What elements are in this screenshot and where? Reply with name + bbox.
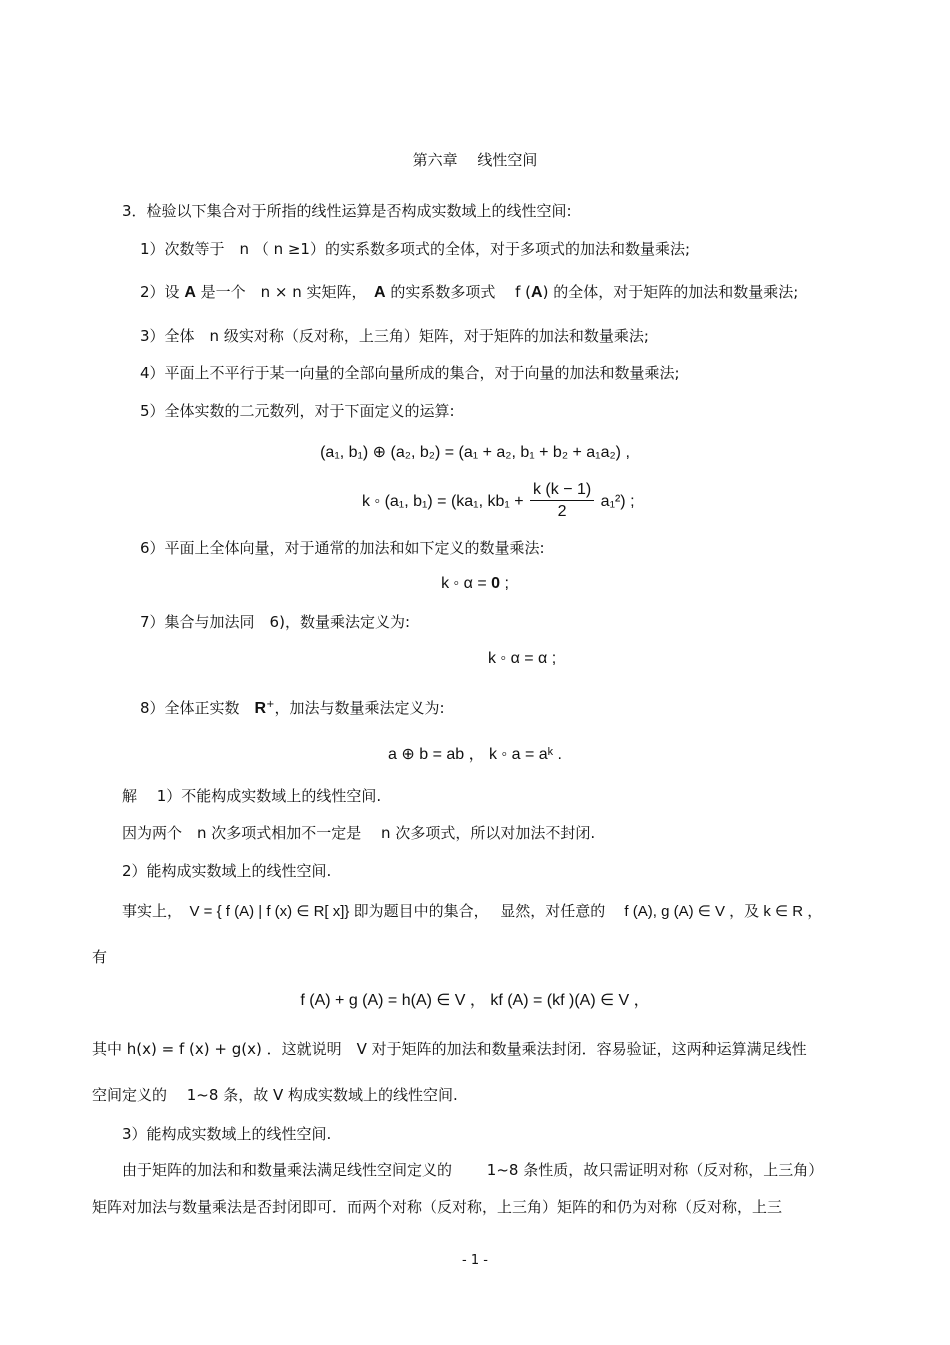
item-2-text-d: ) 的全体，对于矩阵的加法和数量乘法; [542, 283, 799, 301]
solution-line-2: 因为两个 n 次多项式相加不一定是 n 次多项式，所以对加法不封闭. [122, 824, 596, 842]
formula-6-end: ; [500, 575, 509, 592]
problem-intro: 3．检验以下集合对于所指的线性运算是否构成实数域上的线性空间: [122, 202, 572, 220]
item-2-text-a: 2）设 [140, 283, 185, 301]
zero-vector: 0 [491, 575, 501, 592]
formula-8: a ⊕ b = ab ， k ◦ a = aᵏ . [388, 746, 562, 763]
matrix-a-symbol: A [184, 284, 196, 301]
formula-5-scalar [362, 480, 635, 524]
solution-line-3: 2）能构成实数域上的线性空间. [122, 862, 332, 880]
item-8-text-a: 8）全体正实数 [140, 699, 255, 717]
solution-formula: f (A) + g (A) = h(A) ∈ V ， kf (A) = (kf )(A) ∈ V ， [300, 992, 650, 1009]
solution-line-7: 其中 h(x) = f (x) + g(x) ．这就说明 V 对于矩阵的加法和数量乘法封闭．容易验证，这两种运算满足线性 [92, 1040, 807, 1058]
item-2-text-c: 的实系数多项式 f ( [385, 283, 532, 301]
fraction-denominator: 2 [557, 503, 567, 521]
solution-line-8: 空间定义的 1~8 条，故 V 构成实数域上的线性空间. [92, 1086, 458, 1104]
plus-superscript: + [266, 699, 275, 710]
solution-line-4: 事实上， V = { f (A) | f (x) ∈ R[ x]} 即为题目中的集合， 显然，对任意的 f (A), g (A) ∈ V ，及 k ∈ R ， [122, 903, 823, 920]
solution-line-1: 解 1）不能构成实数域上的线性空间. [122, 787, 382, 805]
item-2 [140, 282, 798, 303]
item-2-text-b: 是一个 n × n 实矩阵， [195, 283, 375, 301]
item-1: 1）次数等于 n （ n ≥1）的实系数多项式的全体，对于多项式的加法和数量乘法; [140, 240, 691, 258]
solution-line-5: 有 [92, 948, 108, 966]
matrix-a-symbol: A [531, 284, 543, 301]
matrix-a-symbol: A [374, 284, 386, 301]
item-8 [140, 695, 445, 719]
page-number: - 1 - [462, 1253, 488, 1268]
formula-6-left: k ◦ α = [441, 575, 492, 592]
item-3: 3）全体 n 级实对称（反对称，上三角）矩阵，对于矩阵的加法和数量乘法; [140, 327, 649, 345]
item-5: 5）全体实数的二元数列，对于下面定义的运算: [140, 402, 455, 420]
formula-5-scalar-right: a₁²) ; [596, 493, 635, 510]
real-set-symbol: R [254, 700, 267, 717]
formula-5-addition: (a₁, b₁) ⊕ (a₂, b₂) = (a₁ + a₂, b₁ + b₂ + a₁a₂) , [320, 444, 630, 461]
formula-7: k ◦ α = α ; [488, 650, 557, 667]
item-4: 4）平面上不平行于某一向量的全部向量所成的集合，对于向量的加法和数量乘法; [140, 364, 680, 382]
item-6: 6）平面上全体向量，对于通常的加法和如下定义的数量乘法: [140, 539, 545, 557]
solution-line-10: 由于矩阵的加法和和数量乘法满足线性空间定义的 1~8 条性质，故只需证明对称（反对称，上三角） [122, 1161, 824, 1179]
formula-6 [0, 574, 950, 594]
fraction-numerator: k (k − 1) [530, 480, 594, 501]
formula-5-scalar-left: k ◦ (a₁, b₁) = (ka₁, kb₁ + [362, 493, 528, 510]
chapter-title: 第六章 线性空间 [412, 151, 538, 169]
item-7: 7）集合与加法同 6)，数量乘法定义为: [140, 613, 410, 631]
item-8-text-b: ，加法与数量乘法定义为: [274, 699, 445, 717]
solution-line-9: 3）能构成实数域上的线性空间. [122, 1125, 332, 1143]
fraction [530, 480, 594, 523]
solution-line-11: 矩阵对加法与数量乘法是否封闭即可．而两个对称（反对称，上三角）矩阵的和仍为对称（反对称，上三 [92, 1198, 783, 1216]
